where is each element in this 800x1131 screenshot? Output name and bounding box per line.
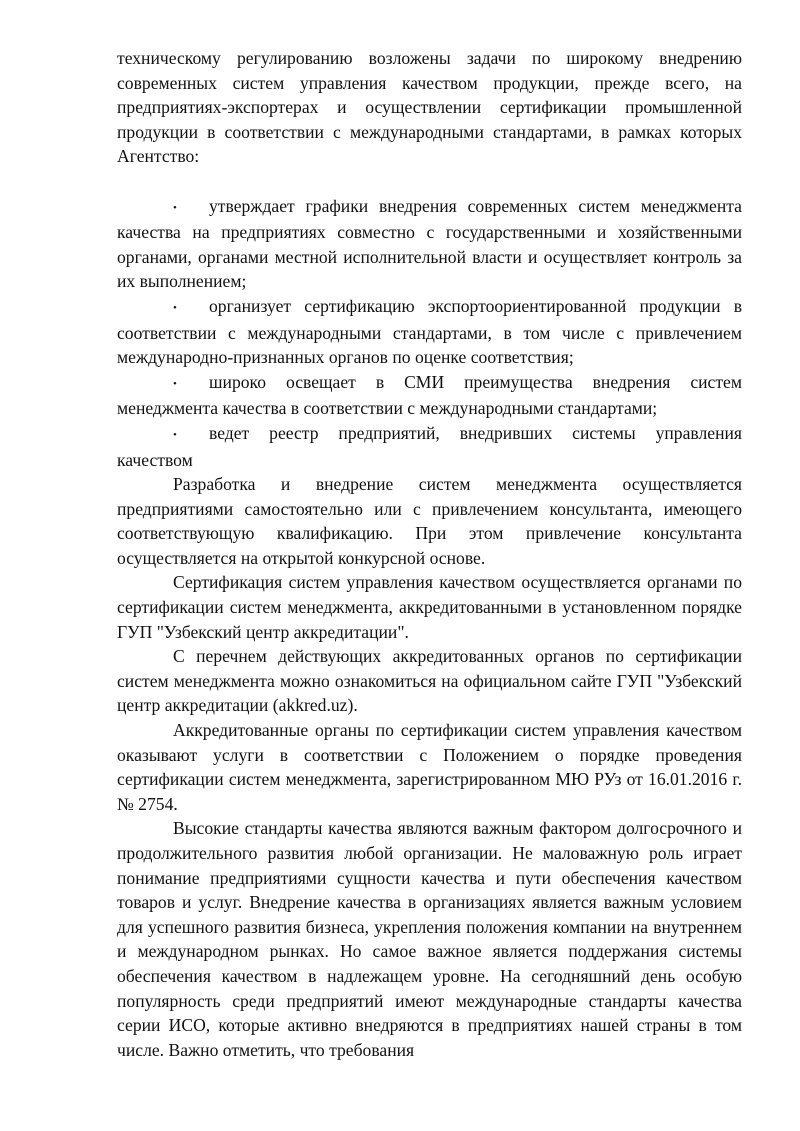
bullet-icon: • bbox=[173, 428, 177, 441]
bullet-list bbox=[117, 194, 742, 473]
list-item bbox=[117, 194, 742, 294]
document-page bbox=[117, 46, 742, 1062]
bullet-icon: • bbox=[173, 201, 177, 214]
paragraph-development: Разработка и внедрение систем менеджмента осуществляется предприятиями самостоятельно или с привлечением консультанта, имеющего соответствующую квалификацию. При этом привлечение консультанта осуществляется на открытой конкурсной основе. bbox=[117, 474, 742, 568]
list-item bbox=[117, 294, 742, 370]
paragraph-accredited-services: Аккредитованные органы по сертификации систем управления качеством оказывают услуги в соответствии с Положением о порядке проведения сертификации систем менеджмента, зарегистрированном МЮ РУз от 16.01.2016 г. № 2754. bbox=[117, 720, 742, 814]
list-item bbox=[117, 421, 742, 472]
intro-paragraph: техническому регулированию возложены задачи по широкому внедрению современных систем управления качеством продукции, прежде всего, на предприятиях-экспортерах и осуществлении сертификации промышленной продукции в соответствии с международными стандартами, в рамках которых Агентство: bbox=[117, 48, 742, 167]
paragraph-accredited-list: С перечнем действующих аккредитованных органов по сертификации систем менеджмента можно ознакомиться на официальном сайте ГУП "Узбекский центр аккредитации (akkred.uz). bbox=[117, 646, 742, 716]
list-item-text: утверждает графики внедрения современных систем менеджмента качества на предприятиях совместно с государственными и хозяйственными органами, органами местной исполнительной власти и осуществляет контроль за их выполнением; bbox=[117, 195, 742, 292]
list-item-text: ведет реестр предприятий, внедривших системы управления качеством bbox=[117, 422, 742, 470]
bullet-icon: • bbox=[173, 301, 177, 314]
paragraph-certification: Сертификация систем управления качеством осуществляется органами по сертификации систем менеджмента, аккредитованными в установленном порядке ГУП "Узбекский центр аккредитации". bbox=[117, 572, 742, 642]
paragraph-quality-standards: Высокие стандарты качества являются важным фактором долгосрочного и продолжительного развития любой организации. Не маловажную роль играет понимание предприятиями сущности качества и пути обеспечения качеством товаров и услуг. Внедрение качества в организациях является важным условием для успешного развития бизнеса, укрепления положения компании на внутреннем и международном рынках. Но самое важное является поддержания системы обеспечения качеством в надлежащем уровне. На сегодняшний день особую популярность среди предприятий имеют международные стандарты качества серии ИСО, которые активно внедряются в предприятиях нашей страны в том числе. Важно отметить, что требования bbox=[117, 818, 742, 1060]
bullet-icon: • bbox=[173, 377, 177, 390]
list-item-text: широко освещает в СМИ преимущества внедрения систем менеджмента качества в соответствии с международными стандартами; bbox=[117, 371, 742, 419]
list-item bbox=[117, 370, 742, 421]
list-item-text: организует сертификацию экспортоориентированной продукции в соответствии с международными стандартами, в том числе с привлечением международно-признанных органов по оценке соответствия; bbox=[117, 295, 742, 368]
